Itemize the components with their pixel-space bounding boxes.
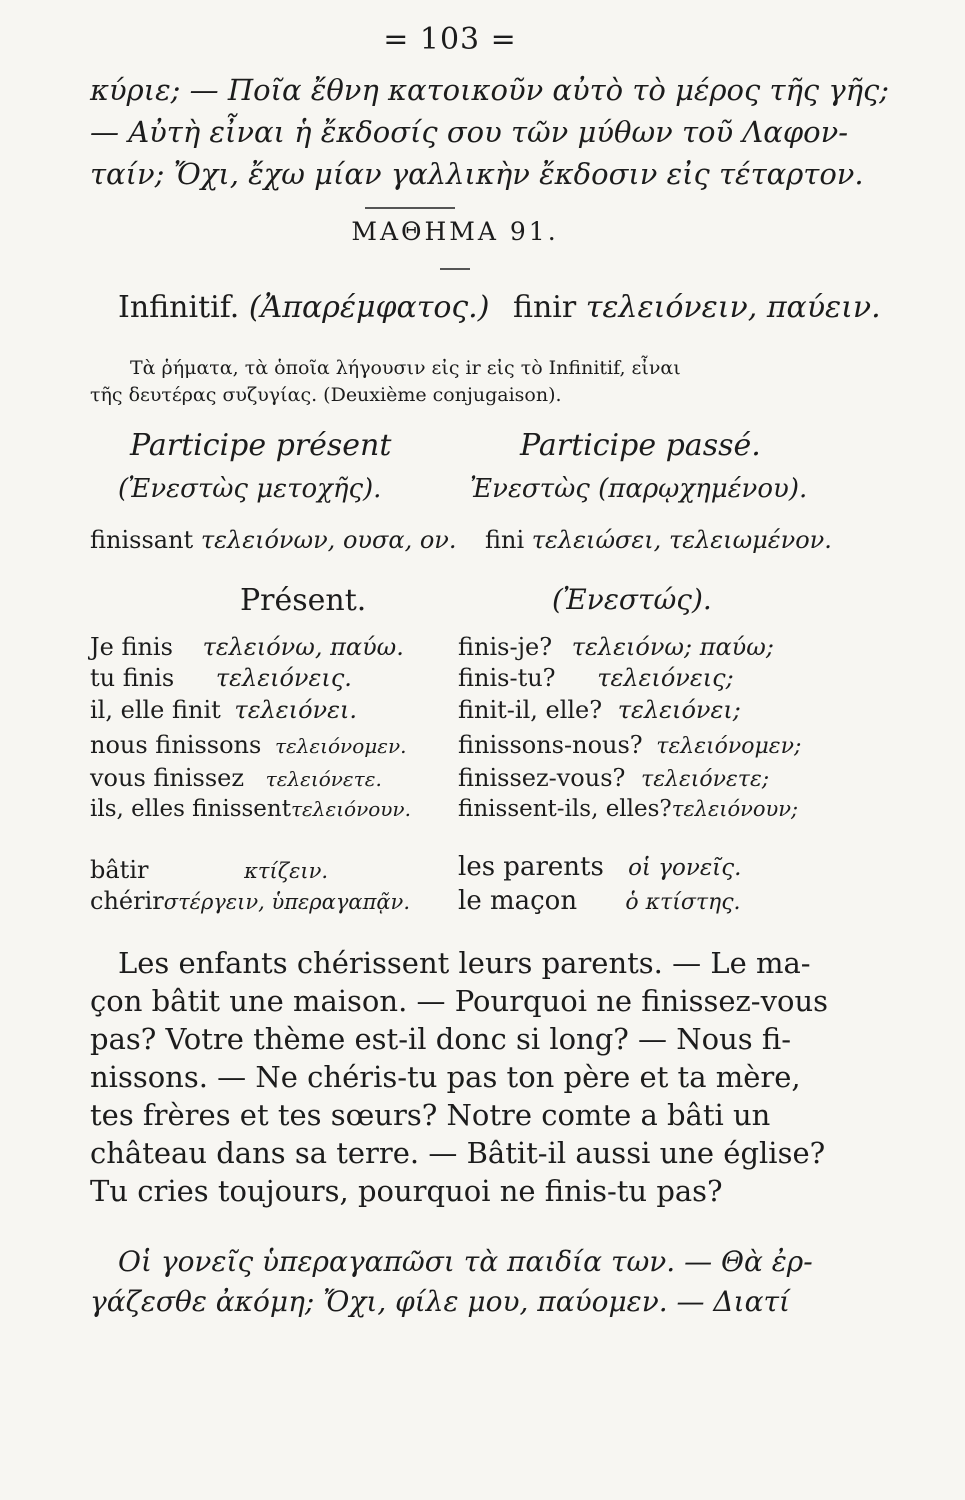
fr-form: vous finissez: [90, 764, 245, 792]
participle-past-form: [485, 526, 832, 554]
participle-present-greek: (Ἐνεστὼς μετοχῆς).: [118, 474, 382, 504]
paragraph-line: pas? Votre thème est-il donc si long? — Nous fi-: [90, 1022, 792, 1056]
conjugation-question: [458, 796, 798, 822]
conjugation-question: [458, 664, 734, 692]
gr-question: τελειόνετε;: [641, 767, 770, 792]
paragraph-line: nissons. — Ne chéris-tu pas ton père et ta mère,: [90, 1060, 801, 1094]
paragraph-line: çon bâtit une maison. — Pourquoi ne finissez-vous: [90, 984, 829, 1018]
fr-form: Je finis: [90, 633, 173, 661]
vocab-row: [458, 886, 741, 916]
conjugation-row: [90, 696, 357, 724]
participle-present-form: [90, 526, 457, 554]
conjugation-question: [458, 696, 741, 724]
fr-form: tu finis: [90, 664, 175, 692]
paragraph-line: tes frères et tes sœurs? Notre comte a bâti un: [90, 1098, 771, 1132]
fr-question: finissent-ils, elles?: [458, 796, 672, 822]
fr-question: finissons-nous?: [458, 731, 643, 759]
conjugation-row: [90, 764, 382, 792]
infinitive-greek-label: (Ἀπαρέμφατος.): [248, 290, 490, 325]
gr-form: τελειόνω, παύω.: [202, 633, 404, 661]
vocab-fr: les parents: [458, 852, 604, 882]
conjugation-row: [90, 731, 407, 759]
text-line: κύριε; — Ποῖα ἔθνη κατοικοῦν αὐτὸ τὸ μέρος τῆς γῆς;: [90, 73, 890, 107]
gr-form: τελειόνομεν.: [274, 734, 407, 758]
participle-past-title: Participe passé.: [520, 428, 761, 463]
infinitive-greek: τελειόνειν, παύειν.: [585, 290, 881, 325]
note-line: τῆς δευτέρας συζυγίας. (Deuxième conjugaison).: [90, 384, 562, 406]
vocab-gr: κτίζειν.: [244, 859, 329, 883]
conjugation-question: [458, 731, 801, 759]
gr-form: τελειόνουν.: [290, 797, 411, 821]
paragraph-line: Les enfants chérissent leurs parents. — Le ma-: [118, 946, 811, 980]
vocab-row: [90, 856, 328, 884]
vocab-fr: le maçon: [458, 886, 578, 916]
text-line: ταίν; Ὄχι, ἔχω μίαν γαλλικὴν ἔκδοσιν εἰς τέταρτον.: [90, 157, 864, 191]
gr-question: τελειόνει;: [617, 696, 741, 724]
gr-question: τελειόνω; παύω;: [571, 633, 774, 661]
participle-present-title: Participe présent: [130, 428, 392, 463]
vocab-fr: chérir: [90, 887, 164, 915]
present-greek-title: (Ἐνεστώς).: [552, 583, 712, 616]
lesson-heading: ΜΑΘΗΜΑ 91.: [351, 217, 559, 246]
fr-form: ils, elles finissent: [90, 796, 291, 822]
page-number: = 103 =: [383, 22, 517, 57]
gr-form: τελειόνετε.: [265, 767, 382, 791]
gr-form: τελειόνεις.: [215, 664, 352, 692]
greek-paragraph-line: γάζεσθε ἀκόμη; Ὄχι, φίλε μου, παύομεν. — Διατί: [90, 1285, 790, 1318]
conjugation-row: [90, 796, 411, 822]
infinitive-line: [118, 290, 881, 325]
note-line: Τὰ ῥήματα, τὰ ὁποῖα λήγουσιν εἰς ir εἰς τὸ Infinitif, εἶναι: [130, 357, 681, 379]
conjugation-row: [90, 664, 352, 692]
conjugation-question: [458, 633, 774, 661]
fr-form: nous finissons: [90, 731, 262, 759]
participle-past-greek: Ἐνεστὼς (παρῳχημένου).: [470, 474, 808, 504]
past-form: fini: [485, 526, 525, 554]
fr-question: finis-tu?: [458, 664, 556, 692]
vocab-gr: στέργειν, ὑπεραγαπᾷν.: [163, 890, 410, 914]
fr-question: finit-il, elle?: [458, 696, 603, 724]
vocab-gr: οἱ γονεῖς.: [628, 855, 742, 881]
past-form-greek: τελειώσει, τελειωμένον.: [531, 526, 832, 554]
divider: [365, 207, 455, 209]
divider: [440, 268, 470, 270]
vocab-fr: bâtir: [90, 856, 149, 884]
greek-paragraph-line: Οἱ γονεῖς ὑπεραγαπῶσι τὰ παιδία των. — Θὰ ἐρ-: [118, 1245, 813, 1278]
infinitive-label: Infinitif.: [118, 290, 240, 325]
vocab-row: [458, 852, 741, 882]
fr-question: finissez-vous?: [458, 764, 626, 792]
vocab-row: [90, 887, 410, 915]
fr-question: finis-je?: [458, 633, 553, 661]
infinitive-verb: finir: [512, 290, 577, 325]
paragraph-line: château dans sa terre. — Bâtit-il aussi une église?: [90, 1136, 826, 1170]
conjugation-question: [458, 764, 769, 792]
fr-form: il, elle finit: [90, 696, 221, 724]
paragraph-line: Tu cries toujours, pourquoi ne finis-tu pas?: [90, 1174, 723, 1208]
gr-question: τελειόνεις;: [597, 664, 734, 692]
present-form-greek: τελειόνων, ουσα, ον.: [200, 526, 457, 554]
present-form: finissant: [90, 526, 194, 554]
text-line: — Αὐτὴ εἶναι ἡ ἔκδοσίς σου τῶν μύθων τοῦ Λαφον-: [90, 115, 849, 149]
present-title: Présent.: [240, 583, 367, 618]
gr-form: τελειόνει.: [234, 696, 358, 724]
gr-question: τελειόνουν;: [671, 797, 799, 821]
gr-question: τελειόνομεν;: [656, 734, 802, 759]
vocab-gr: ὁ κτίστης.: [625, 890, 741, 915]
conjugation-row: [90, 633, 404, 661]
